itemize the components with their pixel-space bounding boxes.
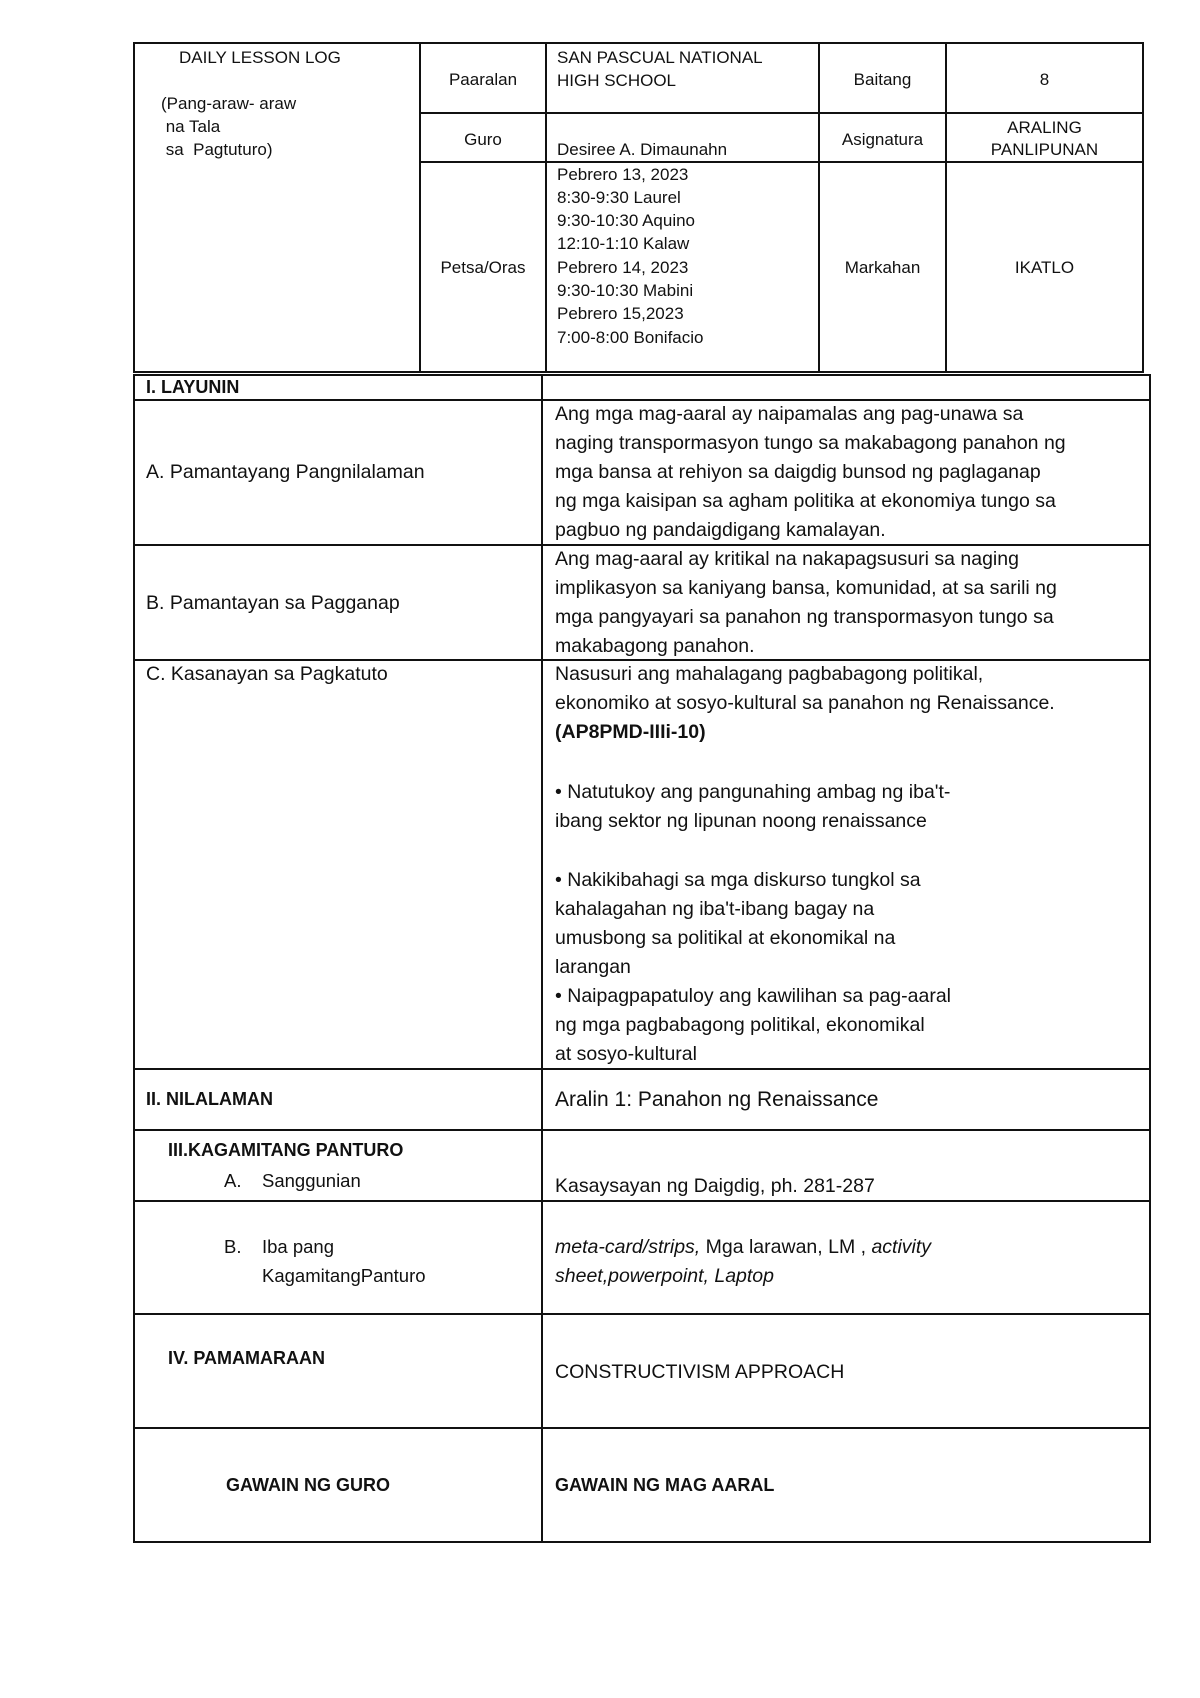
bullet-line: at sosyo-kultural <box>555 1043 697 1065</box>
row-iba-pang-border <box>133 1313 1151 1315</box>
main-col-border <box>541 374 543 1543</box>
header-bottom-border <box>133 371 1143 373</box>
bullet-line: ng mga pagbabagong politikal, ekonomikal <box>555 1014 925 1036</box>
iba-pang-value-line-2: sheet,powerpoint, Laptop <box>555 1265 774 1287</box>
paaralan-value-line-1: SAN PASCUAL NATIONAL <box>557 48 763 67</box>
iba-pang-value-line-1 <box>555 1233 931 1262</box>
doc-title: DAILY LESSON LOG <box>179 48 341 67</box>
nilalaman-value: Aralin 1: Panahon ng Renaissance <box>555 1088 879 1111</box>
petsa-line: Pebrero 13, 2023 <box>557 165 689 184</box>
header-top-border <box>133 42 1143 44</box>
text-line: Ang mga mag-aaral ay naipamalas ang pag-unawa sa <box>555 403 1024 425</box>
kasanayan-label: C. Kasanayan sa Pagkatuto <box>146 663 388 685</box>
bullet-line: kahalagahan ng iba't-ibang bagay na <box>555 898 875 920</box>
pamamaraan-heading: IV. PAMAMARAAN <box>168 1348 326 1368</box>
iba-pang-label-line-2: KagamitangPanturo <box>262 1265 426 1286</box>
text-line: ekonomiko at sosyo-kultural sa panahon ng Renaissance. <box>555 692 1055 714</box>
text-line: Nasusuri ang mahalagang pagbabagong politikal, <box>555 663 984 685</box>
header-right-border <box>1142 42 1144 373</box>
markahan-value: IKATLO <box>1014 258 1075 277</box>
sanggunian-label: Sanggunian <box>262 1170 361 1191</box>
petsa-line: 8:30-9:30 Laurel <box>557 188 681 207</box>
iba-pang-value-normal: Mga larawan, LM , <box>700 1236 867 1258</box>
layunin-heading: I. LAYUNIN <box>146 377 240 397</box>
gawain-ng-mag-aaral-heading: GAWAIN NG MAG AARAL <box>555 1475 775 1495</box>
text-line: makabagong panahon. <box>555 635 755 657</box>
pamamaraan-value: CONSTRUCTIVISM APPROACH <box>555 1361 845 1383</box>
nilalaman-heading: II. NILALAMAN <box>146 1089 273 1109</box>
header-row1-border <box>419 112 1143 114</box>
asignatura-value-line-1: ARALING <box>1007 118 1082 137</box>
asignatura-label: Asignatura <box>841 130 924 149</box>
iba-pang-value-italic: activity <box>866 1236 932 1258</box>
iba-pang-label-line-1: Iba pang <box>262 1236 335 1257</box>
iba-pang-letter: B. <box>224 1236 242 1257</box>
baitang-label: Baitang <box>853 70 912 89</box>
markahan-label: Markahan <box>844 258 921 277</box>
row-nilalaman-border <box>133 1129 1151 1131</box>
header-col1-border <box>419 42 421 373</box>
competency-code: (AP8PMD-IIIi-10) <box>555 721 706 743</box>
petsa-line: Pebrero 15,2023 <box>557 304 684 323</box>
bullet-line: • Natutukoy ang pangunahing ambag ng iba't- <box>555 781 951 803</box>
main-left-border <box>133 374 135 1543</box>
baitang-value: 8 <box>1039 70 1050 89</box>
header-left-border <box>133 42 135 373</box>
petsa-label: Petsa/Oras <box>440 258 526 277</box>
text-line: ng mga kaisipan sa agham politika at ekonomiya tungo sa <box>555 490 1056 512</box>
text-line: mga pangyayari sa panahon ng transpormasyon tungo sa <box>555 606 1054 628</box>
header-col3-border <box>818 42 820 373</box>
petsa-line: 7:00-8:00 Bonifacio <box>557 328 704 347</box>
header-row2-border <box>419 161 1143 163</box>
bullet-line: ibang sektor ng lipunan noong renaissance <box>555 810 927 832</box>
petsa-line: 9:30-10:30 Aquino <box>557 211 696 230</box>
paaralan-label: Paaralan <box>448 70 518 89</box>
kagamitan-heading: III.KAGAMITANG PANTURO <box>168 1140 404 1160</box>
header-col2-border <box>545 42 547 373</box>
row-pamamaraan-border <box>133 1427 1151 1429</box>
iba-pang-value-italic: meta-card/strips, <box>555 1236 701 1258</box>
bullet-line: umusbong sa politikal at ekonomikal na <box>555 927 896 949</box>
petsa-line: 12:10-1:10 Kalaw <box>557 234 690 253</box>
pamantayang-pangnilalaman-label: A. Pamantayang Pangnilalaman <box>146 461 425 483</box>
text-line: pagbuo ng pandaigdigang kamalayan. <box>555 519 886 541</box>
text-line: Ang mag-aaral ay kritikal na nakapagsusuri sa naging <box>555 548 1019 570</box>
doc-subtitle-line-3: sa Pagtuturo) <box>161 140 273 159</box>
header-col4-border <box>945 42 947 373</box>
main-top-border <box>133 374 1151 376</box>
paaralan-value-line-2: HIGH SCHOOL <box>557 71 677 90</box>
doc-subtitle-line-2: na Tala <box>161 117 221 136</box>
pamantayan-sa-pagganap-label: B. Pamantayan sa Pagganap <box>146 592 400 614</box>
main-right-border <box>1149 374 1151 1543</box>
petsa-line: Pebrero 14, 2023 <box>557 258 689 277</box>
sanggunian-value: Kasaysayan ng Daigdig, ph. 281-287 <box>555 1175 875 1197</box>
text-line: implikasyon sa kaniyang bansa, komunidad, at sa sarili ng <box>555 577 1057 599</box>
gawain-ng-guro-heading: GAWAIN NG GURO <box>226 1475 391 1495</box>
guro-label: Guro <box>464 130 502 149</box>
sanggunian-letter: A. <box>224 1170 242 1191</box>
text-line: mga bansa at rehiyon sa daigdig bunsod ng paglaganap <box>555 461 1041 483</box>
text-line: naging transpormasyon tungo sa makabagong panahon ng <box>555 432 1066 454</box>
doc-subtitle-line-1: (Pang-araw- araw <box>161 94 297 113</box>
guro-value: Desiree A. Dimaunahn <box>557 140 728 159</box>
bullet-line: • Nakikibahagi sa mga diskurso tungkol sa <box>555 869 921 891</box>
main-bottom-border <box>133 1541 1151 1543</box>
petsa-line: 9:30-10:30 Mabini <box>557 281 694 300</box>
asignatura-value-line-2: PANLIPUNAN <box>990 140 1099 159</box>
bullet-line: • Naipagpapatuloy ang kawilihan sa pag-aaral <box>555 985 952 1007</box>
bullet-line: larangan <box>555 956 631 978</box>
